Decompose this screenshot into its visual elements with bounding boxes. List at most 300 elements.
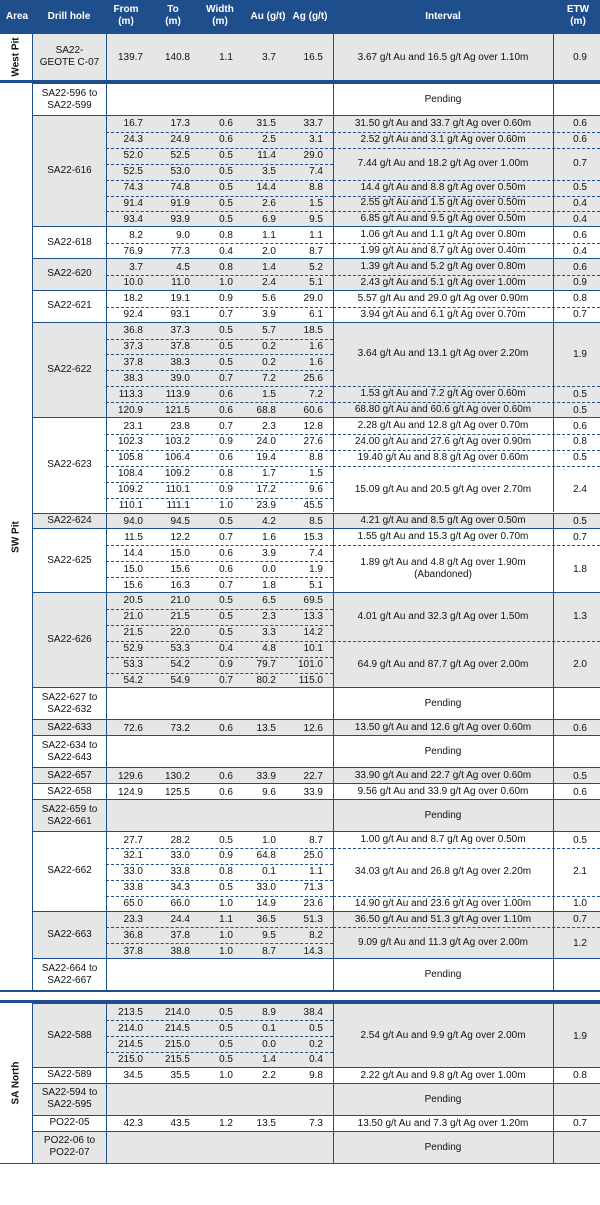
table-row [106,514,333,530]
cell-ag: 69.5 [303,595,323,607]
cell-interval: 7.44 g/t Au and 18.2 g/t Ag over 1.00m [357,157,529,169]
cell-from: 27.7 [123,834,143,846]
table-row [106,211,333,227]
drill-hole-group [33,528,600,592]
drill-hole-id: SA22-664 to SA22-667 [41,962,98,986]
cell-interval: 33.90 g/t Au and 22.7 g/t Ag over 0.60m [354,770,532,782]
cell-to: 16.3 [170,579,190,591]
column-divider [106,800,107,831]
table-row [106,196,333,212]
cell-ag: 101.0 [297,659,323,671]
cell-width: 0.5 [219,515,233,527]
drill-hole-id: SA22-621 [47,300,92,312]
cell-from: 52.5 [123,166,143,178]
drill-hole-group [33,1003,600,1067]
cell-from: 14.4 [123,547,143,559]
cell-to: 37.8 [170,341,190,353]
cell-interval: 1.53 g/t Au and 7.2 g/t Ag over 0.60m [360,388,526,400]
column-divider [553,800,554,831]
cell-from: 92.4 [123,309,143,321]
table-row [106,307,333,323]
drill-hole-group [33,115,600,226]
cell-ag: 5.2 [309,261,323,273]
cell-au: 7.2 [262,372,276,384]
cell-width: 0.9 [219,293,233,305]
cell-from: 124.9 [117,786,143,798]
cell-etw: 1.3 [573,611,587,623]
cell-au: 68.8 [256,404,276,416]
header-interval: Interval [425,11,461,22]
cell-interval: 9.09 g/t Au and 11.3 g/t Ag over 2.00m [358,937,528,949]
cell-from: 54.2 [123,674,143,686]
cell-au: 4.8 [262,643,276,655]
cell-to: 34.3 [170,882,190,894]
cell-au: 3.7 [262,51,276,63]
cell-interval: 1.55 g/t Au and 15.3 g/t Ag over 0.70m [357,531,529,543]
cell-from: 214.0 [117,1022,143,1034]
cell-au: 6.9 [262,213,276,225]
cell-from: 33.8 [123,882,143,894]
cell-from: 37.3 [123,341,143,353]
cell-from: 52.9 [123,643,143,655]
cell-from: 10.0 [123,277,143,289]
column-divider [106,1084,107,1115]
cell-width: 0.7 [219,420,233,432]
header-to: To (m) [165,4,181,27]
cell-width: 1.2 [219,1118,233,1130]
cell-width: 0.5 [219,197,233,209]
cell-interval: 2.22 g/t Au and 9.8 g/t Ag over 1.00m [360,1069,526,1081]
cell-etw: 0.9 [573,51,587,63]
cell-from: 74.3 [123,182,143,194]
pending-status: Pending [424,810,462,822]
cell-width: 0.4 [219,643,233,655]
cell-ag: 5.1 [309,579,323,591]
table-row [106,370,333,386]
table-row [33,34,600,80]
cell-ag: 1.5 [309,468,323,480]
cell-etw: 0.4 [573,197,587,209]
cell-ag: 8.8 [309,182,323,194]
cell-interval: 5.57 g/t Au and 29.0 g/t Ag over 0.90m [357,292,529,304]
cell-au: 6.5 [262,595,276,607]
cell-from: 38.3 [123,372,143,384]
cell-ag: 9.8 [309,1070,323,1082]
cell-ag: 0.5 [309,1022,323,1034]
cell-width: 0.6 [219,134,233,146]
cell-etw: 0.7 [573,309,587,321]
drill-hole-id: SA22-633 [47,721,92,733]
table-row [106,561,333,577]
cell-interval: 9.56 g/t Au and 33.9 g/t Ag over 0.60m [357,786,529,798]
header-ag: Ag (g/t) [292,11,328,22]
cell-etw: 0.8 [573,436,587,448]
cell-width: 0.5 [219,1054,233,1066]
table-row [106,1004,333,1020]
drill-hole-id: PO22-06 to PO22-07 [43,1135,96,1159]
cell-etw: 0.6 [573,118,587,130]
table-row [106,275,333,291]
drill-hole-group [33,958,600,990]
cell-ag: 18.5 [303,325,323,337]
cell-width: 0.8 [219,261,233,273]
cell-width: 0.5 [219,356,233,368]
drill-hole-id: SA22- GEOTE C-07 [39,45,100,68]
drill-hole-id: SA22-596 to SA22-599 [41,87,98,111]
cell-etw: 0.5 [573,834,587,846]
cell-from: 33.0 [123,866,143,878]
cell-etw: 2.0 [573,659,587,671]
cell-width: 0.6 [219,722,233,734]
cell-au: 9.5 [262,929,276,941]
table-row [106,1036,333,1052]
table-row [106,896,333,912]
cell-width: 0.6 [219,786,233,798]
cell-ag: 14.3 [303,945,323,957]
cell-interval: 3.94 g/t Au and 6.1 g/t Ag over 0.70m [360,308,526,320]
table-row [106,132,333,148]
cell-interval: 15.09 g/t Au and 20.5 g/t Ag over 2.70m [354,483,532,495]
cell-ag: 5.1 [309,277,323,289]
cell-width: 1.0 [219,929,233,941]
cell-width: 0.6 [219,563,233,575]
table-row [106,657,333,673]
drill-hole-id: SA22-625 [47,554,92,566]
drill-hole-group [33,417,600,512]
table-row [106,148,333,164]
cell-from: 93.4 [123,213,143,225]
cell-from: 72.6 [123,722,143,734]
cell-au: 8.7 [262,945,276,957]
cell-to: 24.4 [170,914,190,926]
cell-au: 2.6 [262,197,276,209]
cell-to: 37.8 [170,929,190,941]
cell-from: 129.6 [117,770,143,782]
cell-etw: 0.5 [573,770,587,782]
cell-to: 215.0 [164,1038,190,1050]
cell-etw: 0.8 [573,1070,587,1082]
cell-ag: 8.8 [309,452,323,464]
table-row [106,593,333,609]
cell-etw: 0.4 [573,245,587,257]
cell-width: 0.5 [219,341,233,353]
cell-to: 52.5 [170,150,190,162]
cell-etw: 1.2 [573,937,587,949]
cell-to: 121.5 [164,404,190,416]
cell-ag: 8.2 [309,929,323,941]
table-row [106,1052,333,1068]
cell-ag: 1.1 [309,229,323,241]
cell-to: 113.9 [165,388,190,400]
drill-hole-id: SA22-662 [47,865,92,877]
cell-au: 1.8 [262,579,276,591]
cell-etw: 0.5 [573,404,587,416]
drill-hole-group [33,719,600,735]
drill-hole-group [33,1131,600,1163]
cell-au: 0.2 [262,356,276,368]
cell-au: 23.9 [256,500,276,512]
cell-au: 2.2 [262,1070,276,1082]
cell-ag: 33.9 [303,786,323,798]
cell-width: 1.1 [219,914,233,926]
cell-to: 21.5 [170,611,190,623]
cell-interval: 1.06 g/t Au and 1.1 g/t Ag over 0.80m [360,229,526,241]
drill-hole-id: SA22-594 to SA22-595 [41,1087,98,1111]
cell-to: 39.0 [170,372,190,384]
table-row [106,832,333,848]
cell-to: 53.3 [170,643,190,655]
cell-ag: 33.7 [303,118,323,130]
cell-width: 0.8 [219,468,233,480]
cell-au: 14.9 [256,898,276,910]
cell-etw: 0.6 [573,229,587,241]
table-row [106,259,333,275]
column-divider [553,1084,554,1115]
cell-to: 4.5 [176,261,190,273]
cell-from: 18.2 [123,293,143,305]
cell-interval: 13.50 g/t Au and 12.6 g/t Ag over 0.60m [354,722,532,734]
cell-etw: 0.6 [573,722,587,734]
table-row [106,164,333,180]
cell-to: 94.5 [170,515,190,527]
drill-hole-group [33,258,600,290]
cell-width: 0.9 [219,436,233,448]
cell-au: 64.8 [256,850,276,862]
cell-from: 16.7 [123,118,143,130]
cell-ag: 1.5 [309,197,323,209]
cell-etw: 0.7 [573,531,587,543]
cell-au: 0.2 [262,341,276,353]
column-divider [553,959,554,990]
cell-width: 0.9 [219,484,233,496]
section-gap [0,992,600,1000]
table-row [106,323,333,339]
cell-interval: 4.21 g/t Au and 8.5 g/t Ag over 0.50m [360,515,526,527]
cell-etw: 0.7 [573,158,587,170]
cell-ag: 14.2 [303,627,323,639]
cell-ag: 7.2 [309,388,323,400]
table-row [106,609,333,625]
column-divider [553,1132,554,1163]
cell-ag: 25.6 [303,372,323,384]
cell-ag: 12.8 [303,420,323,432]
cell-interval: 31.50 g/t Au and 33.7 g/t Ag over 0.60m [354,117,532,129]
pending-status: Pending [424,94,462,105]
cell-ag: 0.2 [309,1038,323,1050]
cell-au: 5.6 [262,293,276,305]
table-row [106,1116,333,1132]
cell-to: 103.2 [164,436,190,448]
cell-etw: 0.7 [573,914,587,926]
column-divider [106,736,107,767]
cell-ag: 15.3 [303,531,323,543]
cell-from: 91.4 [123,197,143,209]
cell-interval: 4.01 g/t Au and 32.3 g/t Ag over 1.50m [357,610,529,622]
cell-interval: 1.99 g/t Au and 8.7 g/t Ag over 0.40m [360,245,526,257]
cell-to: 54.2 [170,659,190,671]
drill-hole-id: SA22-620 [47,268,92,280]
cell-to: 43.5 [170,1118,190,1130]
cell-width: 1.1 [219,51,233,63]
cell-etw: 0.8 [573,293,587,305]
cell-ag: 71.3 [303,882,323,894]
cell-width: 0.6 [219,547,233,559]
cell-to: 93.9 [170,213,190,225]
cell-interval: 2.54 g/t Au and 9.9 g/t Ag over 2.00m [360,1030,526,1042]
cell-to: 9.0 [176,229,190,241]
cell-from: 105.8 [117,452,143,464]
cell-interval: 2.55 g/t Au and 1.5 g/t Ag over 0.50m [360,197,526,209]
cell-to: 93.1 [170,309,190,321]
cell-ag: 38.4 [303,1006,323,1018]
cell-width: 0.6 [219,388,233,400]
table-row [106,943,333,959]
cell-from: 42.3 [123,1118,143,1130]
cell-width: 1.0 [219,500,233,512]
table-row [106,450,333,466]
cell-ag: 9.5 [309,213,323,225]
cell-au: 1.0 [262,834,276,846]
cell-ag: 10.1 [303,643,323,655]
pending-status: Pending [424,1093,462,1105]
cell-width: 0.5 [219,166,233,178]
cell-width: 0.5 [219,595,233,607]
cell-to: 24.9 [170,134,190,146]
cell-from: 15.6 [123,579,143,591]
cell-ag: 23.6 [303,898,323,910]
cell-au: 0.1 [262,866,276,878]
cell-to: 74.8 [170,182,190,194]
drill-hole-id: SA22-589 [47,1069,92,1081]
cell-ag: 45.5 [303,500,323,512]
cell-from: 21.5 [123,627,143,639]
drill-hole-group [33,592,600,687]
cell-interval: 3.64 g/t Au and 13.1 g/t Ag over 2.20m [357,348,529,360]
cell-ag: 51.3 [303,914,323,926]
cell-au: 2.3 [262,611,276,623]
cell-to: 17.3 [170,118,190,130]
cell-au: 1.4 [262,261,276,273]
cell-etw: 0.7 [573,1118,587,1130]
drill-hole-group [33,322,600,417]
drill-hole-group [33,799,600,831]
drill-hole-group [33,83,600,115]
cell-from: 120.9 [117,404,143,416]
cell-interval: 36.50 g/t Au and 51.3 g/t Ag over 1.10m [354,913,532,925]
cell-from: 37.8 [123,356,143,368]
cell-ag: 22.7 [303,770,323,782]
drill-hole-group [33,735,600,767]
cell-au: 2.3 [262,420,276,432]
cell-ag: 115.0 [298,674,323,686]
cell-ag: 3.1 [309,134,323,146]
column-divider [553,736,554,767]
table-row [106,227,333,243]
cell-etw: 0.9 [573,277,587,289]
cell-au: 1.4 [262,1054,276,1066]
column-divider [106,84,107,115]
cell-etw: 2.1 [573,866,587,878]
cell-width: 0.8 [219,229,233,241]
cell-interval: 34.03 g/t Au and 26.8 g/t Ag over 2.20m [354,865,532,877]
cell-width: 0.5 [219,627,233,639]
cell-au: 0.0 [262,1038,276,1050]
cell-from: 110.1 [118,500,143,512]
area-sa-north [0,1003,33,1162]
cell-interval: 1.00 g/t Au and 8.7 g/t Ag over 0.50m [360,834,526,846]
column-divider [553,688,554,719]
area-label: West Pit [10,37,22,77]
cell-etw: 1.9 [573,1030,587,1042]
cell-au: 0.0 [262,563,276,575]
cell-au: 36.5 [256,914,276,926]
cell-interval: 2.28 g/t Au and 12.8 g/t Ag over 0.70m [357,420,529,432]
table-row [106,720,333,736]
cell-to: 28.2 [170,834,190,846]
drill-hole-group [33,1067,600,1083]
cell-width: 0.5 [219,325,233,337]
cell-etw: 1.9 [573,348,587,360]
cell-ag: 1.6 [309,341,323,353]
cell-etw: 0.5 [573,388,587,400]
cell-ag: 29.0 [303,150,323,162]
drill-hole-id: SA22-657 [47,769,92,781]
cell-ag: 13.3 [303,611,323,623]
cell-width: 0.6 [219,770,233,782]
drill-hole-id: PO22-05 [49,1117,90,1129]
cell-interval: 64.9 g/t Au and 87.7 g/t Ag over 2.00m [357,658,529,670]
drill-hole-group [33,911,600,959]
cell-width: 0.7 [219,531,233,543]
table-row [106,434,333,450]
table-row [106,386,333,402]
cell-au: 3.5 [262,166,276,178]
cell-to: 15.0 [170,547,190,559]
cell-from: 65.0 [123,898,143,910]
drill-hole-id: SA22-659 to SA22-661 [41,803,98,827]
cell-width: 0.9 [219,659,233,671]
cell-from: 139.7 [117,51,143,63]
cell-ag: 60.6 [303,404,323,416]
cell-from: 3.7 [129,261,143,273]
cell-to: 214.5 [164,1022,190,1034]
cell-au: 14.4 [256,182,276,194]
cell-from: 36.8 [123,325,143,337]
table-row [106,498,333,514]
cell-from: 15.0 [123,563,143,575]
cell-ag: 25.0 [303,850,323,862]
cell-width: 0.5 [219,882,233,894]
area-west-pit [0,34,33,80]
cell-au: 33.0 [256,882,276,894]
cell-width: 0.5 [219,213,233,225]
cell-to: 19.1 [170,293,190,305]
cell-ag: 7.3 [309,1118,323,1130]
table-row [106,291,333,307]
cell-to: 12.2 [170,531,190,543]
cell-from: 109.2 [117,484,143,496]
drill-hole-id: SA22-663 [47,928,92,940]
drill-hole-id: SA22-622 [47,363,92,375]
table-row [106,116,333,132]
drill-hole-group [33,831,600,911]
cell-width: 0.5 [219,834,233,846]
cell-to: 109.2 [164,468,190,480]
cell-au: 3.9 [262,309,276,321]
cell-au: 24.0 [256,436,276,448]
cell-to: 111.1 [166,500,190,512]
cell-to: 66.0 [170,898,190,910]
